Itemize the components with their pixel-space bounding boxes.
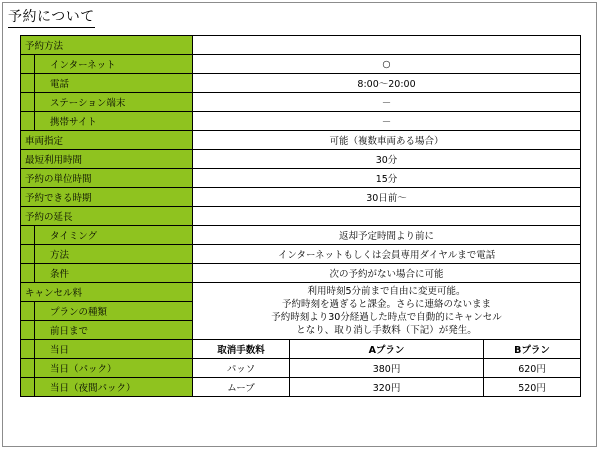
indent-cell	[21, 55, 35, 74]
fee-cell: 320円	[290, 378, 484, 397]
table-row	[21, 169, 581, 188]
row-label-station: ステーション端末	[35, 93, 193, 112]
reservation-table	[20, 35, 581, 397]
indent-cell	[21, 340, 35, 359]
fee-cell: 620円	[484, 359, 581, 378]
row-label-plan-type: プランの種類	[35, 302, 193, 321]
row-value-station: －	[193, 93, 581, 112]
row-value-method	[193, 36, 581, 55]
table-row	[21, 245, 581, 264]
table-row	[21, 74, 581, 93]
cancel-note-line: 利用時刻5分前まで自由に変更可能。	[307, 286, 466, 297]
row-label-min-time: 最短利用時間	[21, 150, 193, 169]
indent-cell	[21, 264, 35, 283]
fee-cell: 520円	[484, 378, 581, 397]
indent-cell	[21, 378, 35, 397]
table-row	[21, 207, 581, 226]
table-row	[21, 131, 581, 150]
table-row	[21, 283, 581, 302]
row-label-internet: インターネット	[35, 55, 193, 74]
row-label-cancel: キャンセル料	[21, 283, 193, 302]
row-value-min-time: 30分	[193, 150, 581, 169]
cancel-note-line: 予約時刻を過ぎると課金。さらに連絡のないまま	[282, 299, 492, 310]
fee-row-label: 当日（夜間パック）	[35, 378, 193, 397]
row-label-prev-day: 前日まで	[35, 321, 193, 340]
fee-cell: ムーブ	[193, 378, 290, 397]
indent-cell	[21, 245, 35, 264]
table-row	[21, 226, 581, 245]
fee-header-cell: Aプラン	[290, 340, 484, 359]
row-value-timing: 返却予定時間より前に	[193, 226, 581, 245]
row-label-unit-time: 予約の単位時間	[21, 169, 193, 188]
row-value-extension	[193, 207, 581, 226]
fee-header-cell: Bプラン	[484, 340, 581, 359]
fee-cell: パッソ	[193, 359, 290, 378]
table-row	[21, 340, 581, 359]
table-row	[21, 55, 581, 74]
indent-cell	[21, 74, 35, 93]
row-label-timing: タイミング	[35, 226, 193, 245]
page-title: 予約について	[8, 8, 95, 28]
table-row	[21, 150, 581, 169]
fee-cell: 380円	[290, 359, 484, 378]
row-label-phone: 電話	[35, 74, 193, 93]
table-row	[21, 378, 581, 397]
row-value-unit-time: 15分	[193, 169, 581, 188]
cancel-note-line: となり、取り消し手数料（下記）が発生。	[296, 325, 477, 336]
row-value-internet: ○	[193, 55, 581, 74]
row-value-condition: 次の予約がない場合に可能	[193, 264, 581, 283]
table-row	[21, 93, 581, 112]
table-row	[21, 188, 581, 207]
table-row	[21, 36, 581, 55]
row-label-ext-method: 方法	[35, 245, 193, 264]
indent-cell	[21, 112, 35, 131]
indent-cell	[21, 359, 35, 378]
table-row	[21, 112, 581, 131]
fee-header-cell: 取消手数料	[193, 340, 290, 359]
row-value-period: 30日前～	[193, 188, 581, 207]
cancel-note	[193, 283, 581, 340]
indent-cell	[21, 321, 35, 340]
row-label-period: 予約できる時期	[21, 188, 193, 207]
fee-row-label: 当日（パック）	[35, 359, 193, 378]
table-row	[21, 359, 581, 378]
cancel-note-line: 予約時刻より30分経過した時点で自動的にキャンセル	[271, 312, 502, 323]
row-value-phone: 8:00～20:00	[193, 74, 581, 93]
row-label-method: 予約方法	[21, 36, 193, 55]
row-label-condition: 条件	[35, 264, 193, 283]
row-label-vehicle: 車両指定	[21, 131, 193, 150]
fee-row-label: 当日	[35, 340, 193, 359]
table-row	[21, 264, 581, 283]
indent-cell	[21, 226, 35, 245]
row-label-extension: 予約の延長	[21, 207, 193, 226]
row-value-vehicle: 可能（複数車両ある場合）	[193, 131, 581, 150]
indent-cell	[21, 302, 35, 321]
row-label-mobile: 携帯サイト	[35, 112, 193, 131]
row-value-ext-method: インターネットもしくは会員専用ダイヤルまで電話	[193, 245, 581, 264]
row-value-mobile: －	[193, 112, 581, 131]
indent-cell	[21, 93, 35, 112]
